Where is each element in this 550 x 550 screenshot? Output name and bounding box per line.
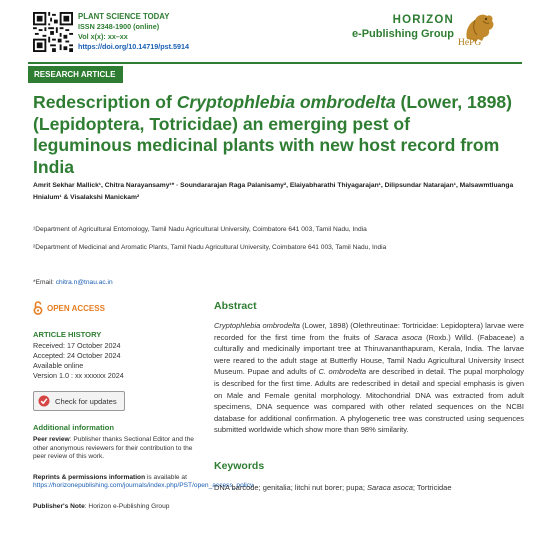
keywords-part-1: DNA barcode; genitalia; litchi nut borer; pupa;	[214, 482, 368, 492]
journal-volume: Vol x(x): xx–xx	[78, 32, 128, 41]
journal-name: PLANT SCIENCE TODAY	[78, 12, 170, 21]
abstract-species-1: Cryptophlebia ombrodelta	[214, 321, 300, 330]
corresponding-email	[33, 279, 113, 286]
publisher-name	[352, 14, 454, 40]
abstract-heading: Abstract	[214, 300, 257, 312]
keywords-text	[214, 482, 524, 494]
header-divider	[28, 62, 522, 64]
publisher-line1: HORIZON	[392, 14, 454, 26]
abstract-text	[214, 320, 524, 436]
version-info: Version 1.0 : xx xxxxxx 2024	[33, 371, 124, 380]
open-access-lock-icon	[33, 301, 43, 315]
journal-issn: ISSN 2348-1900 (online)	[78, 22, 160, 31]
crossmark-icon	[38, 395, 50, 407]
article-history-heading: ARTICLE HISTORY	[33, 330, 102, 339]
article-type-badge: RESEARCH ARTICLE	[28, 66, 123, 83]
article-title	[33, 92, 513, 178]
author-list: Amrit Sekhar Mallick¹, Chitra Narayansamy¹* · Soundararajan Raga Palanisamy², Elaiyabharathi Thiyagarajan¹, Dilipsundar Natarajan¹, Malsawmtluanga Hnialum¹ & Visalakshi Manickam²	[33, 182, 514, 201]
keywords-heading: Keywords	[214, 459, 265, 472]
keywords-species: Saraca asoca	[367, 482, 413, 492]
publisher-note-text: : Horizon e-Publishing Group	[84, 502, 170, 510]
title-part1: Redescription of	[33, 92, 177, 112]
open-access-text: OPEN ACCESS	[47, 303, 105, 313]
check-for-updates-button[interactable]	[33, 391, 125, 411]
email-link[interactable]: chitra.n@tnau.ac.in	[55, 279, 113, 286]
peer-review-note	[33, 436, 198, 462]
reprints-note	[33, 473, 254, 491]
peer-review-text: : Publisher thanks Sectional Editor and the other anonymous reviewers for their contribution to the peer review of this work.	[33, 436, 194, 460]
check-for-updates-label: Check for updates	[55, 396, 117, 406]
abstract-part-2: (Roxb.) Willd. (Fabaceae) a culturally and medicinally important tree at Thiruvananthapuram, Kerala, India. The larvae were reared to the adult stage at Butterfly House, Tamil Nadu Agricultural University Insect Museum. Pupae and adults of	[214, 332, 524, 377]
title-part2: (Lower, 1898) (Lepidoptera, Totricidae) an emerging pest of leguminous medicinal plants with new host record from India	[33, 92, 513, 177]
journal-info	[78, 12, 189, 52]
abstract-part-1: (Lower, 1898) (Olethreutinae: Tortricidae: Lepidoptera) larvae were recorded for the first time from the fruits of	[214, 321, 524, 342]
abstract-species-3: C. ombrodelta	[318, 367, 367, 377]
keywords-part-2: ; Tortricidae	[412, 482, 452, 492]
doi-link[interactable]: https://doi.org/10.14719/pst.5914	[78, 42, 190, 51]
reprints-link[interactable]: https://horizonepublishing.com/journals/index.php/PST/open_access_policy	[33, 482, 254, 489]
title-species: Cryptophlebia ombrodelta	[176, 92, 396, 112]
additional-info-heading: Additional information	[33, 423, 114, 432]
abstract-part-3: are described in detail. The pupal morphology is described for the first time. Adults are redescribed in detail and special emphasis is given on Male and Female genital morphology. Mitochondrial DNA was extracted from adult specimens, DNA sequence was compared with other related sequences on the NCBI database for additional confirmation. A phylogenetic tree was constructed using sequences submitted worldwide which show more than 98% similarity.	[214, 367, 525, 435]
affiliation-2: ²Department of Medicinal and Aromatic Plants, Tamil Nadu Agricultural University, Coimbatore 641 003, Tamil Nadu, India	[33, 244, 387, 251]
article-history	[33, 341, 198, 381]
received-date: Received: 17 October 2024	[33, 341, 121, 350]
publisher-note-label: Publisher's Note	[33, 502, 85, 510]
qr-code-icon	[33, 12, 73, 52]
publisher-note	[33, 503, 198, 512]
available-online: Available online	[33, 361, 84, 370]
reprints-label: Reprints & permissions information	[33, 473, 146, 481]
reprints-text: is available at	[145, 473, 187, 481]
open-access-label	[33, 300, 198, 316]
peer-review-label: Peer review	[33, 436, 70, 443]
accepted-date: Accepted: 24 October 2024	[33, 351, 121, 360]
article-main	[214, 300, 524, 494]
publisher-line2: e-Publishing Group	[351, 28, 454, 40]
logo-text: HePG	[458, 38, 482, 48]
affiliation-1: ¹Department of Agricultural Entomology, Tamil Nadu Agricultural University, Coimbatore 641 003, Tamil Nadu, India	[33, 226, 367, 233]
email-label: *Email:	[33, 279, 56, 286]
abstract-species-2: Saraca asoca	[374, 332, 423, 342]
